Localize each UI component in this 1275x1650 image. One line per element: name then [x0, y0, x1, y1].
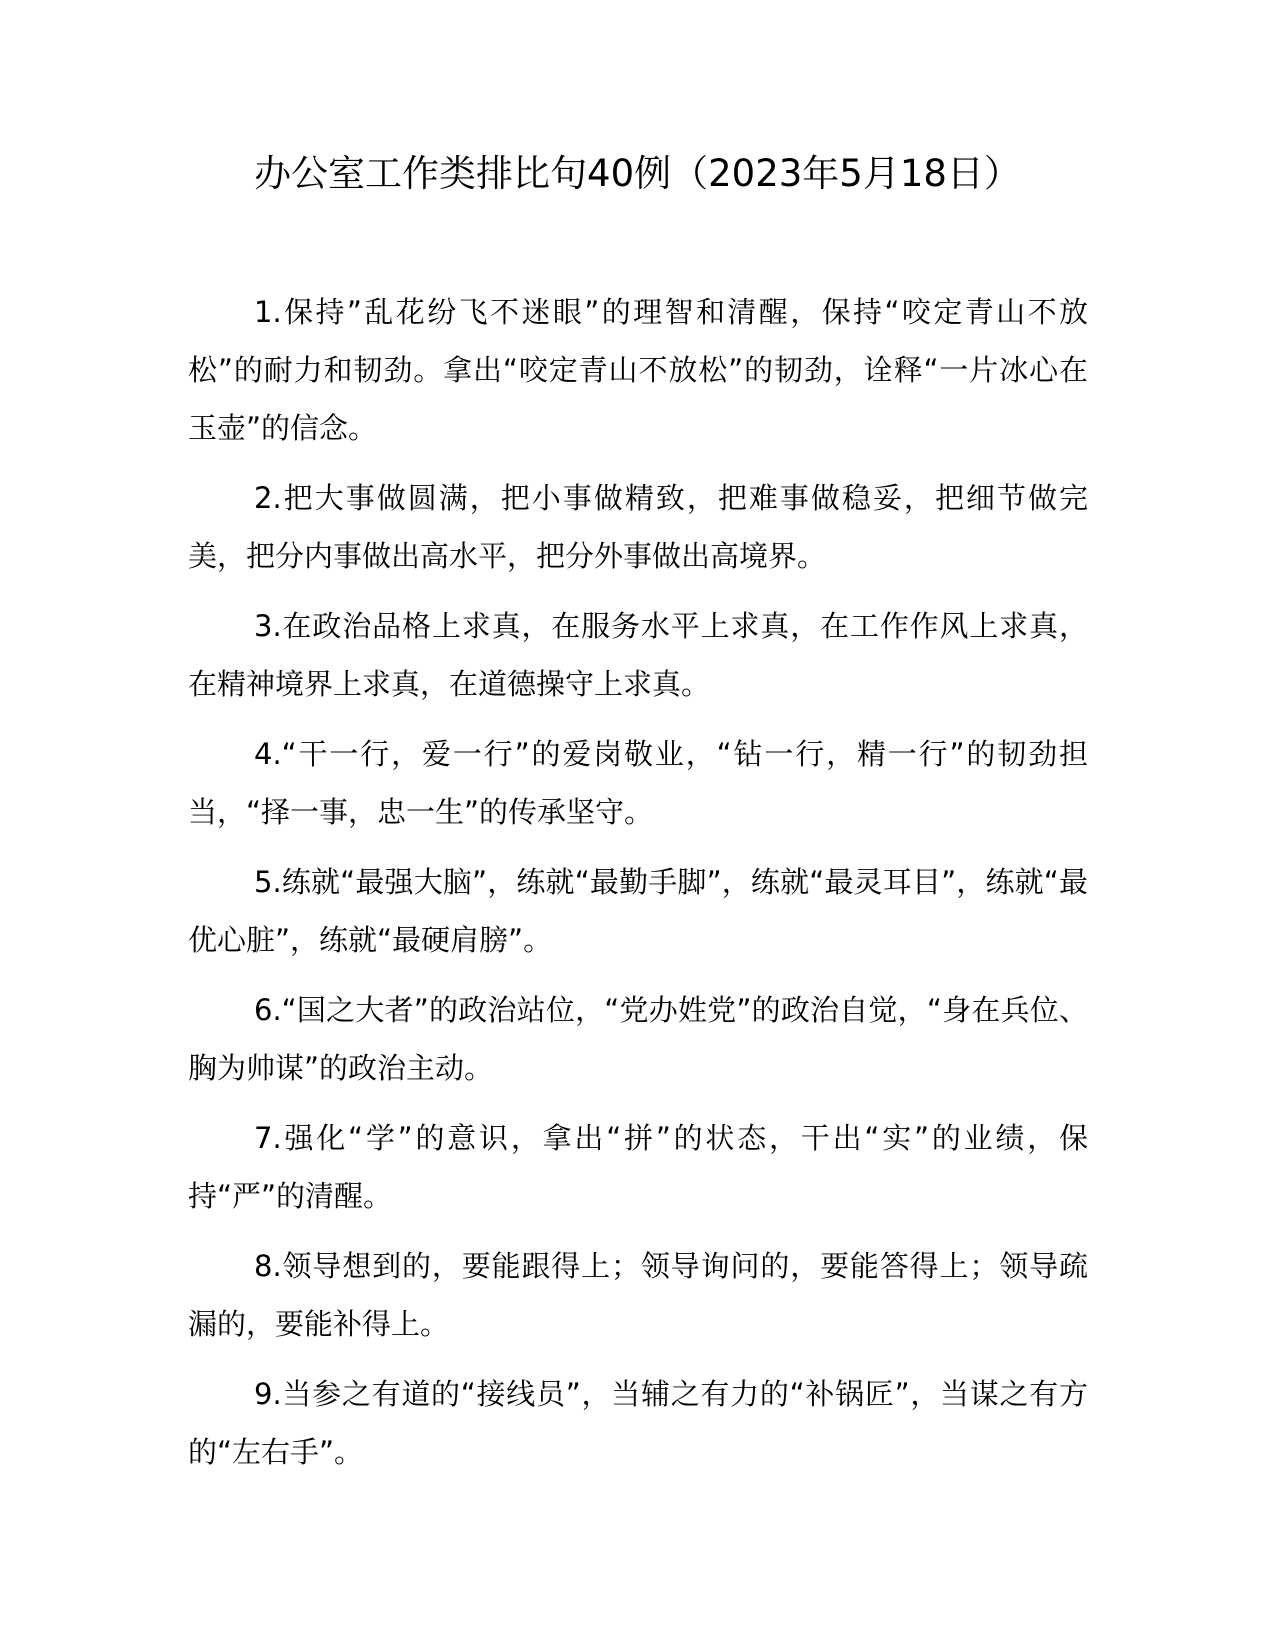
paragraph-3: 3.在政治品格上求真，在服务水平上求真，在工作作风上求真，在精神境界上求真，在道德操守上求真。: [188, 609, 1088, 701]
paragraph-7: 7.强化“学”的意识，拿出“拼”的状态，干出“实”的业绩，保持“严”的清醒。: [188, 1121, 1088, 1213]
paragraph-1: 1.保持”乱花纷飞不迷眼”的理智和清醒，保持“咬定青山不放松”的耐力和韧劲。拿出“咬定青山不放松”的韧劲，诠释“一片冰心在玉壶”的信念。: [188, 295, 1088, 445]
paragraph-2: 2.把大事做圆满，把小事做精致，把难事做稳妥，把细节做完美，把分内事做出高水平，把分外事做出高境界。: [188, 481, 1088, 573]
paragraph-4: 4.“干一行，爱一行”的爱岗敬业，“钻一行，精一行”的韧劲担当，“择一事，忠一生”的传承坚守。: [188, 737, 1088, 829]
document-body: [188, 283, 1088, 1493]
paragraph-6: 6.“国之大者”的政治站位，“党办姓党”的政治自觉，“身在兵位、胸为帅谋”的政治主动。: [188, 993, 1088, 1085]
document-title: 办公室工作类排比句40例（2023年5月18日）: [254, 152, 1021, 195]
paragraph-8: 8.领导想到的，要能跟得上；领导询问的，要能答得上；领导疏漏的，要能补得上。: [188, 1249, 1088, 1341]
paragraph-9: 9.当参之有道的“接线员”，当辅之有力的“补锅匠”，当谋之有方的“左右手”。: [188, 1377, 1088, 1469]
paragraph-5: 5.练就“最强大脑”，练就“最勤手脚”，练就“最灵耳目”，练就“最优心脏”，练就“最硬肩膀”。: [188, 865, 1088, 957]
